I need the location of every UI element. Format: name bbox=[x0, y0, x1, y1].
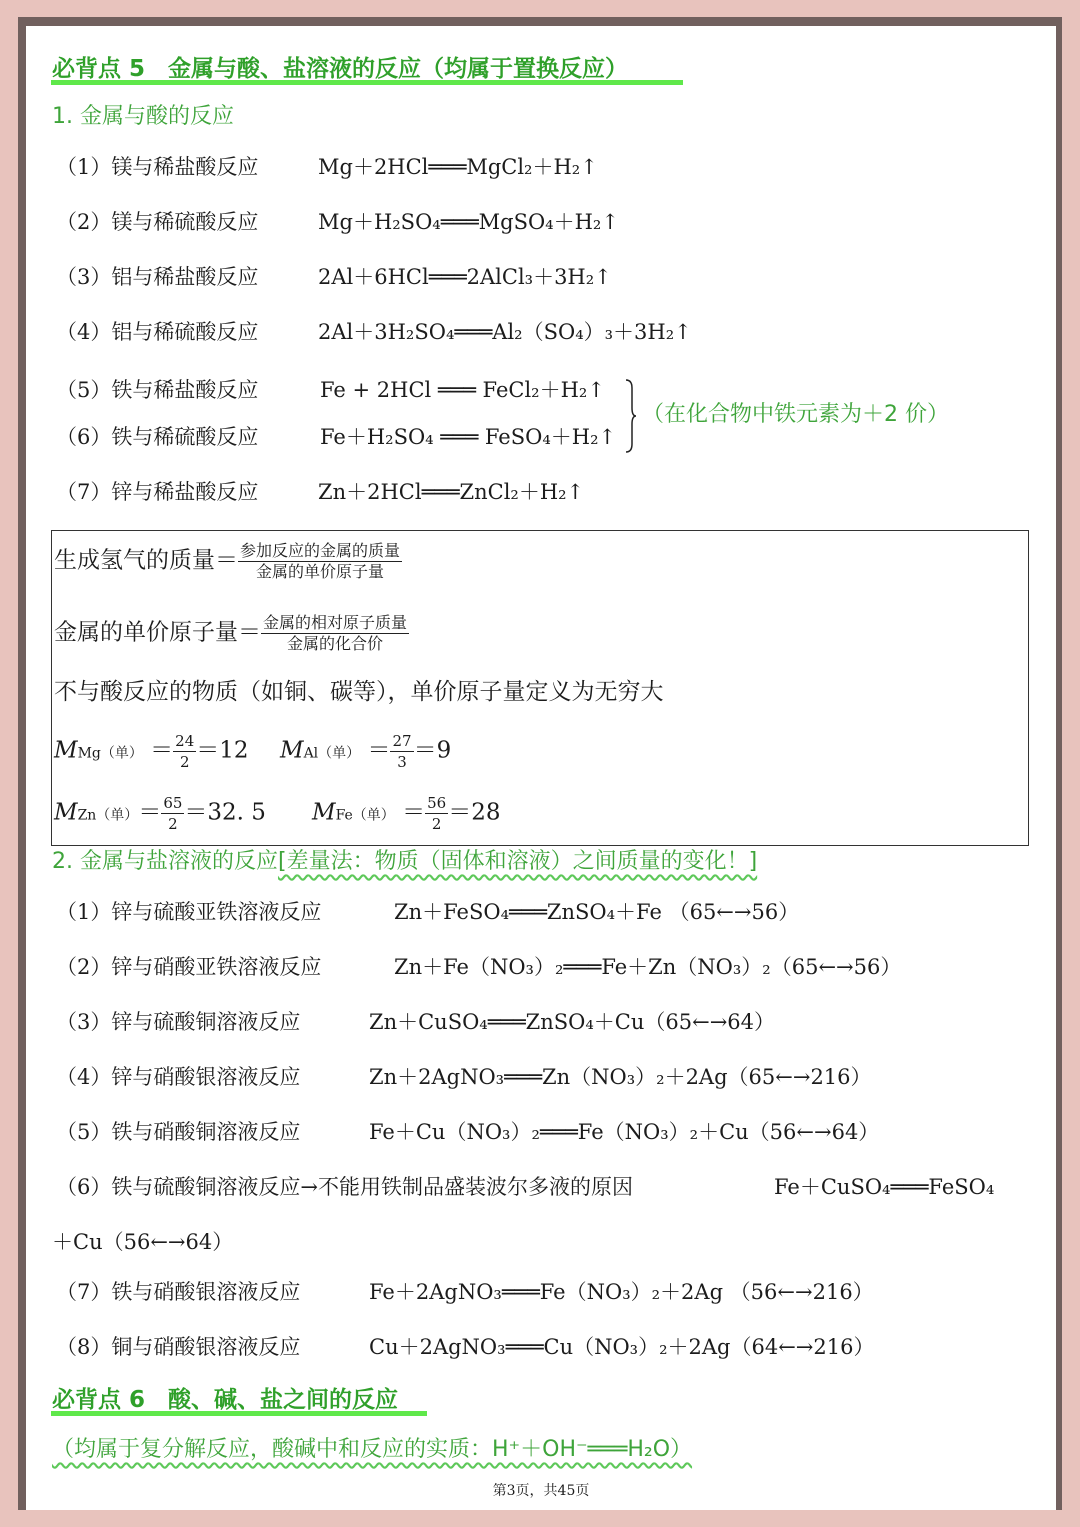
fe-calc bbox=[312, 793, 500, 834]
fraction bbox=[161, 793, 184, 834]
infinite-note: 不与酸反应的物质（如铜、碳等），单价原子量定义为无穷大 bbox=[54, 679, 664, 705]
reaction-label: （1）锌与硫酸亚铁溶液反应 bbox=[56, 900, 322, 924]
denominator: 金属的单价原子量 bbox=[256, 562, 385, 581]
al-calc bbox=[280, 731, 451, 772]
result: ＝28 bbox=[448, 799, 501, 826]
result: ＝32. 5 bbox=[184, 799, 266, 826]
reaction-equation-continued: ＋Cu（56←→64） bbox=[52, 1230, 234, 1254]
numerator: 24 bbox=[175, 732, 195, 750]
numerator: 56 bbox=[427, 794, 447, 812]
reaction-equation: 2Al＋3H₂SO₄═══Al₂（SO₄）₃＋3H₂↑ bbox=[318, 320, 692, 344]
fraction bbox=[261, 613, 409, 654]
mass-symbol: M bbox=[280, 737, 304, 764]
reaction-label: （5）铁与稀盐酸反应 bbox=[56, 378, 259, 402]
section-2-title-main: 2. 金属与盐溶液的反应 bbox=[52, 849, 278, 874]
reaction-label: （7）铁与硝酸银溶液反应 bbox=[56, 1280, 301, 1304]
fraction bbox=[425, 793, 448, 834]
hydrogen-mass-formula bbox=[54, 541, 402, 582]
numerator: 金属的相对原子质量 bbox=[263, 613, 408, 632]
numerator: 27 bbox=[392, 732, 412, 750]
numerator: 65 bbox=[163, 794, 183, 812]
double-decomposition-note: （均属于复分解反应，酸碱中和反应的实质：H⁺＋OH⁻═══H₂O） bbox=[52, 1437, 693, 1462]
reaction-label: （3）铝与稀盐酸反应 bbox=[56, 265, 259, 289]
mass-symbol: M bbox=[54, 737, 78, 764]
reaction-equation: Mg＋H₂SO₄═══MgSO₄＋H₂↑ bbox=[318, 210, 619, 234]
reaction-label: （5）铁与硝酸铜溶液反应 bbox=[56, 1120, 301, 1144]
reaction-equation: 2Al＋6HCl═══2AlCl₃＋3H₂↑ bbox=[318, 265, 612, 289]
iron-valence-note: （在化合物中铁元素为＋2 价） bbox=[642, 402, 949, 427]
reaction-equation: Cu＋2AgNO₃═══Cu（NO₃）₂＋2Ag（64←→216） bbox=[369, 1335, 875, 1359]
reaction-equation: Zn＋FeSO₄═══ZnSO₄＋Fe （65←→56） bbox=[394, 900, 800, 924]
result: ＝9 bbox=[413, 737, 452, 764]
section-2-title-ext: [差量法：物质（固体和溶液）之间质量的变化！] bbox=[277, 849, 758, 874]
mass-subscript: Mg（单） bbox=[77, 745, 143, 762]
section-2-title bbox=[52, 847, 757, 877]
reaction-equation: Mg＋2HCl═══MgCl₂＋H₂↑ bbox=[318, 155, 598, 179]
fraction bbox=[173, 731, 196, 772]
fraction bbox=[238, 541, 402, 582]
reaction-label: （4）铝与稀硫酸反应 bbox=[56, 320, 259, 344]
reaction-label: （6）铁与硫酸铜溶液反应→不能用铁制品盛装波尔多液的原因 bbox=[56, 1175, 633, 1199]
mass-subscript: Al（单） bbox=[303, 745, 361, 762]
equals: ＝ bbox=[150, 737, 174, 764]
reaction-label: （6）铁与稀硫酸反应 bbox=[56, 425, 259, 449]
reaction-equation: Zn＋CuSO₄═══ZnSO₄＋Cu（65←→64） bbox=[369, 1010, 776, 1034]
reaction-label: （8）铜与硝酸银溶液反应 bbox=[56, 1335, 301, 1359]
mass-symbol: M bbox=[54, 799, 78, 826]
reaction-label: （2）锌与硝酸亚铁溶液反应 bbox=[56, 955, 322, 979]
reaction-label: （7）锌与稀盐酸反应 bbox=[56, 480, 259, 504]
zn-calc bbox=[54, 793, 266, 834]
equals: ＝ bbox=[367, 737, 391, 764]
right-brace-icon bbox=[624, 378, 636, 454]
denominator: 2 bbox=[179, 753, 190, 771]
reaction-equation: Fe＋2AgNO₃═══Fe（NO₃）₂＋2Ag （56←→216） bbox=[369, 1280, 874, 1304]
reaction-equation: Zn＋2HCl═══ZnCl₂＋H₂↑ bbox=[318, 480, 585, 504]
equals: ＝ bbox=[402, 799, 426, 826]
mass-symbol: M bbox=[312, 799, 336, 826]
reaction-equation: Fe＋Cu（NO₃）₂═══Fe（NO₃）₂＋Cu（56←→64） bbox=[369, 1120, 880, 1144]
document-page bbox=[26, 26, 1056, 1510]
formula-box bbox=[51, 530, 1029, 846]
fraction bbox=[390, 731, 413, 772]
unit-atomic-mass-formula bbox=[54, 613, 409, 654]
formula-lhs: 生成氢气的质量＝ bbox=[54, 547, 238, 574]
reaction-label: （1）镁与稀盐酸反应 bbox=[56, 155, 259, 179]
denominator: 金属的化合价 bbox=[287, 634, 384, 653]
section-1-title: 1. 金属与酸的反应 bbox=[52, 104, 234, 129]
mg-calc bbox=[54, 731, 249, 772]
page-number: 第3页，共45页 bbox=[492, 1483, 590, 1499]
reaction-equation: Zn＋2AgNO₃═══Zn（NO₃）₂＋2Ag（65←→216） bbox=[369, 1065, 872, 1089]
numerator: 参加反应的金属的质量 bbox=[240, 541, 401, 560]
mass-subscript: Zn（单） bbox=[77, 807, 139, 824]
denominator: 2 bbox=[168, 815, 178, 833]
result: ＝12 bbox=[196, 737, 249, 764]
denominator: 2 bbox=[431, 815, 442, 833]
reaction-label: （3）锌与硫酸铜溶液反应 bbox=[56, 1010, 301, 1034]
reaction-equation: Zn＋Fe（NO₃）₂═══Fe＋Zn（NO₃）₂（65←→56） bbox=[394, 955, 902, 979]
equals: ＝ bbox=[138, 799, 162, 826]
reaction-equation: Fe＋CuSO₄═══FeSO₄ bbox=[774, 1175, 995, 1199]
reaction-label: （4）锌与硝酸银溶液反应 bbox=[56, 1065, 301, 1089]
key-point-6-heading: 必背点 6 酸、碱、盐之间的反应 bbox=[52, 1387, 399, 1413]
reaction-equation: Fe＋H₂SO₄ ═══ FeSO₄＋H₂↑ bbox=[320, 425, 617, 449]
reaction-label: （2）镁与稀硫酸反应 bbox=[56, 210, 259, 234]
formula-lhs: 金属的单价原子量＝ bbox=[54, 619, 261, 646]
key-point-5-heading: 必背点 5 金属与酸、盐溶液的反应（均属于置换反应） bbox=[52, 56, 629, 82]
denominator: 3 bbox=[397, 753, 407, 771]
mass-subscript: Fe（单） bbox=[335, 807, 395, 824]
reaction-equation: Fe + 2HCl ═══ FeCl₂＋H₂↑ bbox=[320, 378, 605, 402]
